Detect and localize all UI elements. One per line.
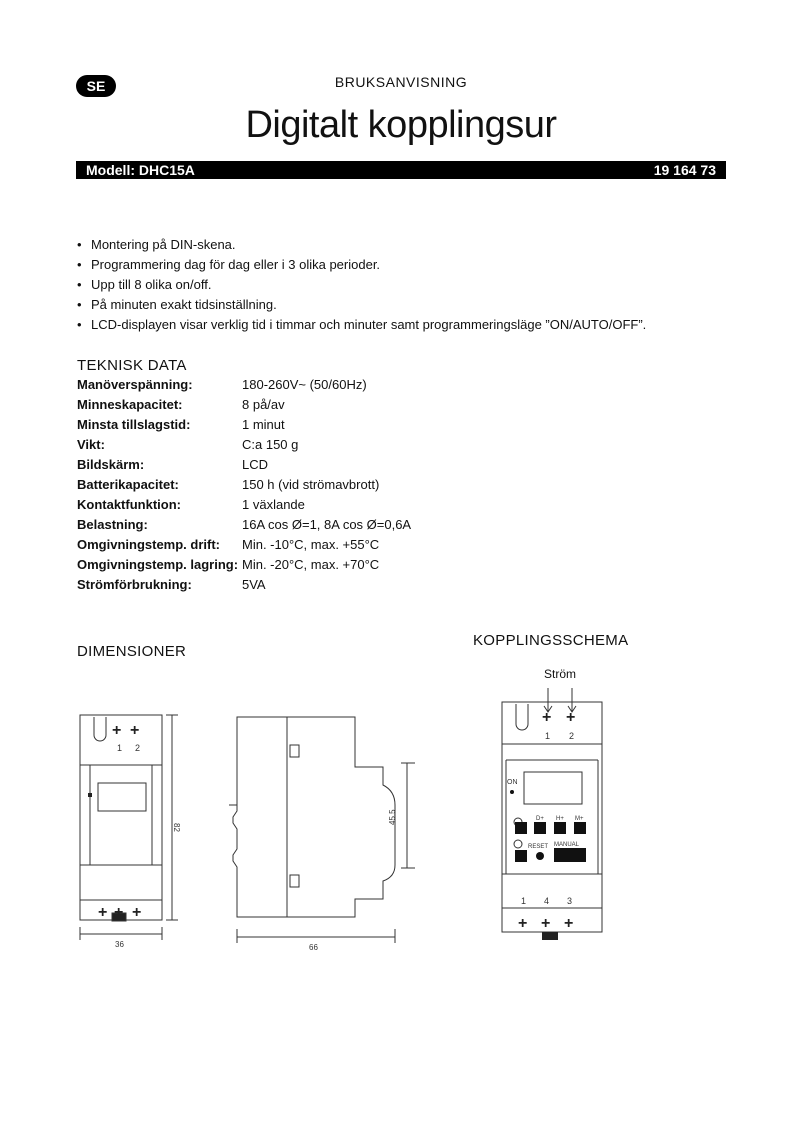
row-label: Belastning:	[77, 517, 148, 532]
table-row	[77, 375, 411, 395]
row-value: LCD	[242, 457, 269, 472]
dim-depth-66: 66	[309, 943, 318, 950]
svg-text:+: +	[130, 722, 140, 739]
row-value: 1 minut	[242, 417, 285, 432]
manual-label: BRUKSANVISNING	[334, 74, 468, 90]
row-value: 5VA	[242, 577, 266, 592]
terminal-label: 1	[117, 743, 123, 753]
side-view-body	[233, 717, 395, 917]
button-m	[574, 822, 586, 834]
svg-text:+: +	[114, 904, 124, 921]
dim-height-82: 82	[172, 823, 181, 832]
row-label: Minneskapacitet:	[77, 397, 183, 412]
button-clock	[515, 850, 527, 862]
svg-text:+: +	[518, 915, 528, 932]
feature-list	[76, 235, 646, 335]
wiring-diagram	[490, 682, 620, 952]
dimensions-heading: DIMENSIONER	[77, 643, 187, 660]
dim-width-36: 36	[115, 940, 124, 949]
lcd-window	[98, 783, 146, 811]
list-item: • Upp till 8 olika on/off.	[76, 275, 646, 295]
model-name: Modell: DHC15A	[86, 162, 195, 178]
button-d	[534, 822, 546, 834]
row-value: 1 växlande	[242, 497, 305, 512]
terminal-label: 4	[544, 896, 550, 906]
list-item: • LCD-displayen visar verklig tid i timmar och minuter samt programmeringsläge ”ON/AUTO/OFF”.	[76, 315, 646, 335]
row-label: Vikt:	[77, 437, 105, 452]
lcd-display	[524, 772, 582, 804]
button-left	[515, 822, 527, 834]
row-label: Omgivningstemp. drift:	[77, 537, 220, 552]
row-label: Minsta tillslagstid:	[77, 417, 191, 432]
row-label: Manöverspänning:	[77, 377, 193, 392]
table-row	[77, 555, 411, 575]
svg-text:+: +	[542, 709, 552, 726]
dim-height-45-5: 45.5	[388, 809, 397, 825]
label-m: M+	[575, 816, 584, 822]
page-title: Digitalt kopplingsur	[245, 104, 557, 146]
device-body	[502, 702, 602, 932]
terminal-label: 2	[135, 743, 141, 753]
svg-text:+: +	[566, 709, 576, 726]
row-label: Kontaktfunktion:	[77, 497, 181, 512]
model-bar	[76, 161, 726, 179]
tech-heading: TEKNISK DATA	[77, 357, 187, 374]
svg-text:+: +	[132, 904, 142, 921]
table-row	[77, 415, 411, 435]
terminal-label: 1	[521, 896, 527, 906]
table-row	[77, 515, 411, 535]
table-row	[77, 435, 411, 455]
reset-label: RESET	[528, 844, 549, 850]
row-value: Min. -20°C, max. +70°C	[242, 557, 380, 572]
table-row	[77, 575, 411, 595]
list-item: • På minuten exakt tidsinställning.	[76, 295, 646, 315]
row-value: 16A cos Ø=1, 8A cos Ø=0,6A	[242, 517, 412, 532]
row-label: Bildskärm:	[77, 457, 145, 472]
button-h	[554, 822, 566, 834]
svg-text:+: +	[564, 915, 574, 932]
tech-table	[77, 375, 411, 595]
svg-text:+: +	[98, 904, 108, 921]
row-value: 8 på/av	[242, 397, 285, 412]
reset-hole	[536, 852, 544, 860]
svg-text:+: +	[112, 722, 122, 739]
row-value: 180-260V~ (50/60Hz)	[242, 377, 367, 392]
svg-text:+: +	[541, 915, 551, 932]
label-d: D+	[536, 816, 544, 822]
terminal-label: 3	[567, 896, 573, 906]
table-row	[77, 455, 411, 475]
row-label: Strömförbrukning:	[77, 577, 192, 592]
schema-heading: KOPPLINGSSCHEMA	[473, 632, 629, 649]
table-row	[77, 395, 411, 415]
row-label: Batterikapacitet:	[77, 477, 179, 492]
row-label: Omgivningstemp. lagring:	[77, 557, 239, 572]
list-item: • Montering på DIN-skena.	[76, 235, 646, 255]
row-value: C:a 150 g	[242, 437, 299, 452]
terminal-label: 2	[569, 731, 575, 741]
label-h: H+	[556, 816, 564, 822]
manual-label-small: MANUAL	[554, 842, 580, 848]
power-label: Ström	[543, 667, 576, 681]
side-view-drawing	[225, 705, 430, 950]
list-item: • Programmering dag för dag eller i 3 olika perioder.	[76, 255, 646, 275]
article-number: 19 164 73	[653, 162, 716, 178]
front-view-drawing	[70, 705, 190, 950]
language-badge: SE	[76, 75, 116, 97]
on-label: ON	[507, 779, 518, 786]
row-value: 150 h (vid strömavbrott)	[242, 477, 380, 492]
table-row	[77, 495, 411, 515]
table-row	[77, 535, 411, 555]
terminal-label: 1	[545, 731, 551, 741]
manual-button	[554, 848, 586, 862]
table-row	[77, 475, 411, 495]
row-value: Min. -10°C, max. +55°C	[242, 537, 380, 552]
